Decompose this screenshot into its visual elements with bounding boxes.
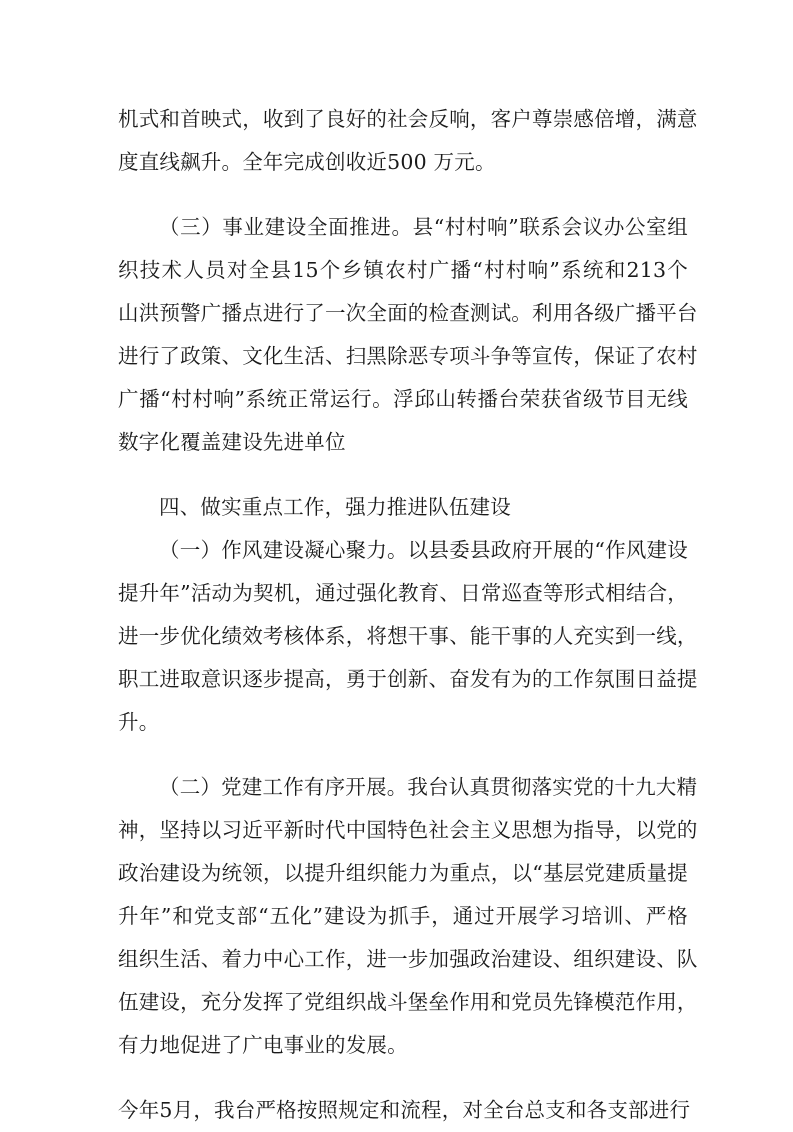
text-line: 进一步优化绩效考核体系，将想干事、能干事的人充实到一线， [118, 624, 698, 648]
text-line: 山洪预警广播点进行了一次全面的检查测试。利用各级广播平台 [118, 301, 698, 325]
document-page [118, 98, 698, 1132]
text-line: （三）事业建设全面推进。县“村村响”联系会议办公室组 [159, 215, 688, 239]
text-line: 度直线飙升。全年完成创收近500 万元。 [118, 150, 496, 174]
paragraph-may-election [118, 1089, 691, 1132]
text-line: 有力地促进了广电事业的发展。 [118, 1033, 408, 1057]
text-line: 今年5月，我台严格按照规定和流程，对全台总支和各支部进行 [118, 1098, 691, 1122]
text-line: 数字化覆盖建设先进单位 [118, 430, 346, 454]
text-line: 职工进取意识逐步提高，勇于创新、奋发有为的工作氛围日益提 [118, 667, 698, 691]
text-line: 神，坚持以习近平新时代中国特色社会主义思想为指导，以党的 [118, 818, 698, 842]
text-line: （二）党建工作有序开展。我台认真贯彻落实党的十九大精 [159, 775, 698, 799]
text-line: 提升年”活动为契机，通过强化教育、日常巡查等形式相结合， [118, 581, 688, 605]
text-line: 进行了政策、文化生活、扫黑除恶专项斗争等宣传，保证了农村 [118, 344, 698, 368]
text-line: 升。 [118, 710, 160, 734]
section-heading-four [118, 486, 688, 529]
section-heading-text: 四、做实重点工作，强力推进队伍建设 [159, 495, 511, 519]
paragraph-party-building [118, 766, 698, 1067]
paragraph-undertaking-construction [118, 206, 698, 464]
text-line: 组织生活、着力中心工作，进一步加强政治建设、组织建设、队 [118, 947, 698, 971]
paragraph-work-style [118, 529, 698, 744]
text-line: 政治建设为统领，以提升组织能力为重点，以“基层党建质量提 [118, 861, 688, 885]
text-line: 升年”和党支部“五化”建设为抓手，通过开展学习培训、严格 [118, 904, 688, 928]
text-line: 织技术人员对全县15个乡镇农村广播“村村响”系统和213个 [118, 258, 688, 282]
text-line: （一）作风建设凝心聚力。以县委县政府开展的“作风建设 [159, 538, 688, 562]
text-line: 伍建设，充分发挥了党组织战斗堡垒作用和党员先锋模范作用， [118, 990, 698, 1014]
text-line: 广播“村村响”系统正常运行。浮邱山转播台荣获省级节目无线 [118, 387, 688, 411]
text-line: 机式和首映式，收到了良好的社会反响，客户尊崇感倍增，满意 [118, 107, 698, 131]
paragraph-revenue [118, 98, 698, 184]
